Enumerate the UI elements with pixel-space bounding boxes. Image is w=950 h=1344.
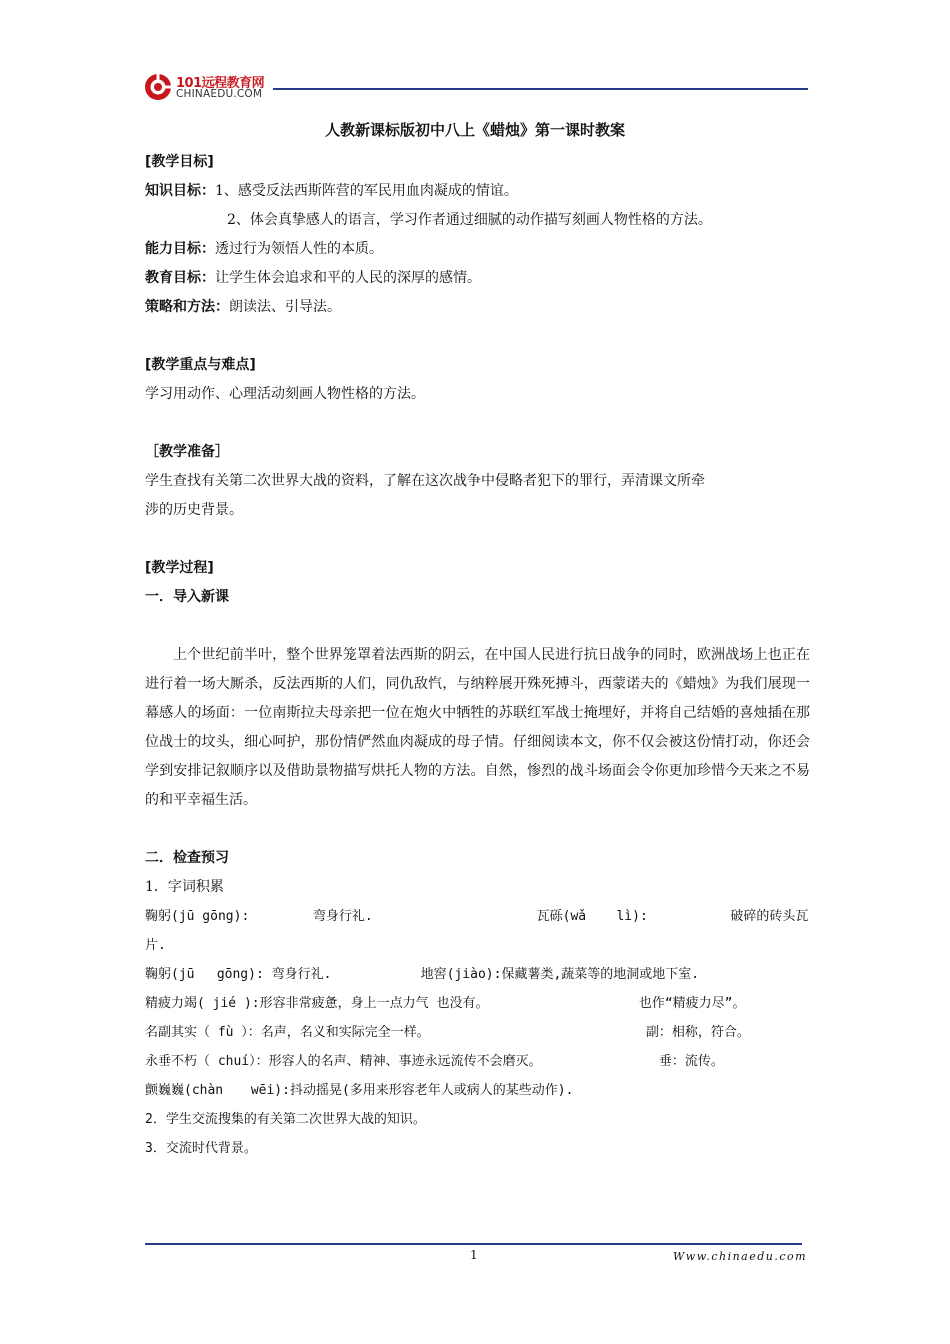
vocab-meaning: 弯身行礼. [312,909,373,924]
vocab-meaning: 破碎的砖头瓦 [730,909,809,924]
site-logo [143,70,283,106]
vocab-row-1 [145,902,810,931]
section-1-title: 一．导入新课 [145,589,229,605]
footer-site: Www.chinaedu.com [673,1250,808,1263]
vocab-meaning: wēi):抖动摇晃(多用来形容老年人或病人的某些动作). [250,1083,574,1098]
process-heading: [教学过程] [145,560,214,576]
vocab-subheading: 1．字词积累 [145,879,224,895]
logo-wordmark: 101远程教育网 [176,76,265,91]
intro-paragraph: 上个世纪前半叶，整个世界笼罩着法西斯的阴云，在中国人民进行抗日战争的同时，欧洲战场上也正在进行着一场大厮杀，反法西斯的人们，同仇敌忾，与纳粹展开殊死搏斗，西蒙诺夫的《蜡烛》为我们展现一幕感人的场面：一位南斯拉夫母亲把一位在炮火中牺牲的苏联红军战士掩埋好，并将自己结婚的喜烛插在那位战士的坟头，细心呵护，那份情俨然血肉凝成的母子情。仔细阅读本文，你不仅会被这份情打动，你还会学到安排记叙顺序以及借助景物描写烘托人物的方法。自然，惨烈的战斗场面会令你更加珍惜今天来之不易的和平幸福生活。 [145,647,810,808]
vocab-note: 也作“精疲力尽”。 [638,996,746,1011]
knowledge-label: 知识目标： [145,183,215,199]
strategy-text: 朗读法、引导法。 [229,299,341,315]
knowledge-text-1: 1、感受反法西斯阵营的军民用血肉凝成的情谊。 [215,183,518,199]
vocab-entry: 永垂不朽（ chuí）：形容人的名声、精神、事迹永远流传不会磨灭。 [145,1054,542,1069]
vocab-term: 颤巍巍(chàn [145,1083,224,1098]
vocab-note: 副：相称，符合。 [645,1025,750,1040]
ability-label: 能力目标： [145,241,215,257]
goals-heading: [教学目标] [145,154,214,170]
vocab-term: 鞠躬(jū gōng): [145,909,250,924]
vocab-row-2 [145,931,810,960]
vocab-entry: 精疲力竭( jié ):形容非常疲惫，身上一点力气 也没有。 [145,996,489,1011]
document-body [145,148,810,1163]
ability-text: 透过行为领悟人性的本质。 [215,241,383,257]
vocab-row-5 [145,1018,810,1047]
education-text: 让学生体会追求和平的人民的深厚的感情。 [215,270,481,286]
vocab-term: 鞠躬(jū [145,967,195,982]
vocab-entry: 名副其实（ fù ）：名声，名义和实际完全一样。 [145,1025,430,1040]
section-2-title: 二．检查预习 [145,850,229,866]
header-rule [273,88,808,90]
prep-heading: ［教学准备］ [145,444,229,460]
prep-line-2: 涉的历史背景。 [145,502,243,518]
education-label: 教育目标： [145,270,215,286]
knowledge-goal-2: 2、体会真挚感人的语言，学习作者通过细腻的动作描写刻画人物性格的方法。 [227,212,712,228]
vocab-row-3 [145,960,810,989]
vocab-note: 垂：流传。 [658,1054,724,1069]
strategy [145,293,810,322]
prep-line-1: 学生查找有关第二次世界大战的资料，了解在这次战争中侵略者犯下的罪行，弄清课文所牵 [145,473,705,489]
exchange-item: 2．学生交流搜集的有关第二次世界大战的知识。 [145,1112,426,1127]
page-number: 1 [470,1248,478,1262]
vocab-meaning: gōng): 弯身行礼. [216,967,332,982]
logo-domain: CHINAEDU.COM [176,88,263,100]
vocab-pinyin: lì): [616,909,648,924]
ability-goal [145,235,810,264]
footer-rule [145,1243,802,1245]
vocab-meaning: 片. [145,938,166,953]
vocab-term: 地窖(jiào):保藏薯类,蔬菜等的地洞或地下室. [420,967,700,982]
background-item: 3．交流时代背景。 [145,1141,257,1156]
page-header [143,70,808,110]
vocab-term: 瓦砾(wǎ [536,909,587,924]
focus-text: 学习用动作、心理活动刻画人物性格的方法。 [145,386,425,402]
logo-mark-icon [143,72,173,102]
vocab-row-6 [145,1047,810,1076]
document-title: 人教新课标版初中八上《蜡烛》第一课时教案 [324,121,625,139]
vocab-row-7 [145,1076,810,1105]
education-goal [145,264,810,293]
strategy-label: 策略和方法： [145,299,229,315]
vocab-row-4 [145,989,810,1018]
knowledge-goal-1 [145,177,810,206]
focus-heading: [教学重点与难点] [145,357,256,373]
